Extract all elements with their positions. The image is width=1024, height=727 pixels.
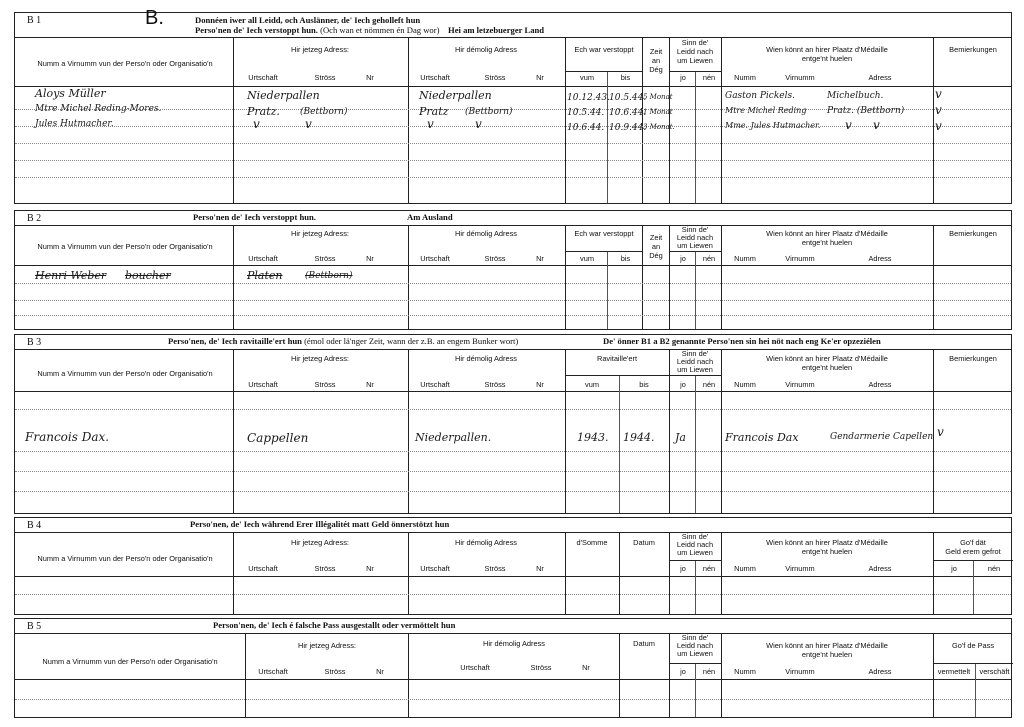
number-label: Nr <box>536 380 544 389</box>
col-divider <box>607 251 608 329</box>
passport-label: Go'f de Pass <box>951 641 995 650</box>
col-divider <box>233 37 234 203</box>
medal-name-label: Numm <box>734 564 756 573</box>
previous-address-label: Hir démolig Adress <box>454 538 518 547</box>
entry-current-town: Pratz. <box>247 105 280 118</box>
medal-label-1: Wien könnt an hirer Plaatz d'Médaille <box>766 45 888 54</box>
section-title-bar <box>15 211 1011 226</box>
town-label: Urtschaft <box>248 564 278 573</box>
medal-firstname-label: Virnumm <box>785 254 815 263</box>
section-id: B 5 <box>27 621 42 632</box>
entry-medal-address: Gendarmerie Capellen <box>830 432 934 442</box>
section-subtitle <box>195 25 544 35</box>
header-bottom-line <box>15 86 1011 87</box>
section-b1 <box>14 7 1012 204</box>
yes-label: jo <box>680 564 686 573</box>
col-divider <box>408 37 409 203</box>
title-part-a: Perso'nen, de' Iech ravitaille'ert hun <box>168 336 302 346</box>
alive-label-1: Sinn de' <box>681 38 709 47</box>
entry-time: 3 Monat. <box>643 123 675 131</box>
medal-address-label: Adress <box>868 564 892 573</box>
medal-address-label: Adress <box>868 254 892 263</box>
alive-label-2: Leidd nach <box>676 233 714 242</box>
medal-firstname-label: Virnumm <box>785 564 815 573</box>
subheader-line <box>669 375 721 376</box>
entry-previous-town: Niederpallen <box>419 89 492 102</box>
entry-time: 1 Monat <box>643 108 673 116</box>
number-label: Nr <box>366 380 374 389</box>
entry-name: Mtre Michel Reding-Mores. <box>35 104 162 114</box>
row-line <box>15 451 1011 452</box>
name-column-label: Numm a Virnumm vun der Perso'n oder Organisatio'n <box>42 657 218 666</box>
current-address-label: Hir jetzeg Adress: <box>291 45 349 54</box>
col-divider <box>408 532 409 614</box>
section-b2 <box>14 210 1012 330</box>
alive-label-2: Leidd nach <box>676 540 714 549</box>
entry-current-town: Niederpallen <box>247 89 320 102</box>
yes-label: jo <box>680 380 686 389</box>
medal-address-label: Adress <box>868 380 892 389</box>
header-bottom-line <box>15 679 1011 680</box>
previous-address-label: Hir démolig Adress <box>454 354 518 363</box>
subheader-line <box>933 560 1013 561</box>
time-label-2: an <box>651 56 661 65</box>
medal-name-label: Numm <box>734 73 756 82</box>
row-line <box>15 177 1011 178</box>
entry-from: 1943. <box>577 431 609 444</box>
previous-address-label: Hir démolig Adress <box>482 639 546 648</box>
section-b5 <box>14 618 1012 718</box>
no-label: nén <box>987 564 1001 573</box>
street-label: Ströss <box>314 564 336 573</box>
money-asked-label-2: Geld erem gefrot <box>945 547 1001 556</box>
medal-label-1: Wien könnt an hirer Plaatz d'Médaille <box>766 354 888 363</box>
alive-label-3: um Liewen <box>677 56 713 65</box>
entry-current-town: Platen <box>247 269 283 282</box>
remarks-label: Bemierkungen <box>949 354 997 363</box>
check-mark: v <box>845 118 852 132</box>
number-label: Nr <box>376 667 384 676</box>
previous-address-label: Hir démolig Adress <box>454 45 518 54</box>
section-title-bar <box>15 7 1011 38</box>
entry-name: Henri Weber <box>35 269 107 282</box>
remarks-label: Bemierkungen <box>949 229 997 238</box>
medal-label-2: entge'nt huelen <box>801 650 853 659</box>
col-divider <box>721 37 722 203</box>
time-label-3: Dég <box>649 65 663 74</box>
entry-medal-name: Gaston Pickels. <box>725 91 795 101</box>
section-b4 <box>14 517 1012 615</box>
procured-label: verschäft <box>979 667 1010 676</box>
col-divider <box>233 349 234 513</box>
section-title-bar <box>15 518 1011 533</box>
medal-label-2: entge'nt huelen <box>801 54 853 63</box>
time-label-1: Zeit <box>649 47 663 56</box>
number-label: Nr <box>366 254 374 263</box>
remarks-label: Bemierkungen <box>949 45 997 54</box>
section-title-bar <box>15 335 1011 350</box>
section-title: Perso'nen, de' Iech während Erer Illégalitét matt Geld önnerstötzt hun <box>190 519 450 529</box>
subheader-line <box>933 663 1013 664</box>
header-bottom-line <box>15 576 1011 577</box>
entry-medal-address: Michelbuch. <box>827 91 884 101</box>
subheader-line <box>669 71 721 72</box>
medal-label-1: Wien könnt an hirer Plaatz d'Médaille <box>766 538 888 547</box>
entry-to: 10.6.44. <box>609 108 647 118</box>
current-address-label: Hir jetzeg Adress: <box>298 641 356 650</box>
medal-firstname-label: Virnumm <box>785 73 815 82</box>
check-mark: v <box>935 87 942 101</box>
entry-medal-name: Mtre Michel Reding <box>725 106 807 115</box>
no-label: nén <box>702 73 716 82</box>
check-mark: v <box>935 119 942 133</box>
street-label: Ströss <box>314 380 336 389</box>
yes-label: jo <box>680 254 686 263</box>
town-label: Urtschaft <box>420 564 450 573</box>
col-divider <box>408 349 409 513</box>
subtitle-part-b: (Och wan et nömmen én Dag wor) <box>320 25 440 35</box>
mediated-label: vermettelt <box>937 667 971 676</box>
col-divider <box>933 349 934 513</box>
name-column-label: Numm a Virnumm vun der Perso'n oder Organisatio'n <box>37 369 213 378</box>
row-line <box>15 471 1011 472</box>
row-line <box>15 315 1011 316</box>
yes-label: jo <box>680 667 686 676</box>
col-divider <box>408 225 409 329</box>
number-label: Nr <box>536 73 544 82</box>
col-divider <box>565 349 566 513</box>
col-divider <box>695 71 696 203</box>
alive-label-2: Leidd nach <box>676 357 714 366</box>
entry-time: 5 Monat <box>643 93 673 101</box>
town-label: Urtschaft <box>248 254 278 263</box>
name-column-label: Numm a Virnumm vun der Perso'n oder Organisatio'n <box>37 59 213 68</box>
entry-medal-address: Pratz. (Bettborn) <box>827 106 905 116</box>
alive-label-2: Leidd nach <box>676 641 714 650</box>
col-divider <box>245 633 246 717</box>
col-divider <box>233 225 234 329</box>
section-note: De' önner B1 a B2 genannte Perso'nen sin hei nöt nach eng Ke'er opzeziélen <box>603 336 881 346</box>
entry-from: 10.5.44. <box>567 108 605 118</box>
no-label: nén <box>702 254 716 263</box>
row-line <box>15 283 1011 284</box>
entry-previous-town: Pratz <box>419 105 449 118</box>
alive-label-3: um Liewen <box>677 241 713 250</box>
row-line <box>15 143 1011 144</box>
town-label: Urtschaft <box>258 667 288 676</box>
alive-label-1: Sinn de' <box>681 225 709 234</box>
medal-label-2: entge'nt huelen <box>801 363 853 372</box>
medal-name-label: Numm <box>734 380 756 389</box>
medal-name-label: Numm <box>734 254 756 263</box>
supplied-label: Ravitaille'ert <box>596 354 638 363</box>
number-label: Nr <box>536 254 544 263</box>
section-title: Donnéen iwer all Leidd, och Auslänner, de' Iech geholleft hun <box>195 15 421 25</box>
col-divider <box>721 349 722 513</box>
subtitle-part-c: Hei am letzebuerger Land <box>448 25 545 35</box>
title-part-b: (émol oder lä'nger Zeit, wann der z.B. an engem Bunker wort) <box>304 336 519 346</box>
col-divider <box>973 560 974 614</box>
name-column-label: Numm a Virnumm vun der Perso'n oder Organisatio'n <box>37 554 213 563</box>
medal-address-label: Adress <box>868 73 892 82</box>
subheader-line <box>669 663 721 664</box>
current-address-label: Hir jetzeg Adress: <box>291 538 349 547</box>
col-divider <box>721 225 722 329</box>
street-label: Ströss <box>324 667 346 676</box>
medal-firstname-label: Virnumm <box>785 667 815 676</box>
number-label: Nr <box>366 73 374 82</box>
entry-to: 10.9.44. <box>609 123 647 133</box>
town-label: Urtschaft <box>460 663 490 672</box>
check-mark: v <box>475 117 482 131</box>
col-divider <box>233 532 234 614</box>
from-label: vum <box>580 73 594 82</box>
entry-name: Francois Dax. <box>25 430 110 444</box>
alive-label-3: um Liewen <box>677 649 713 658</box>
date-label: Datum <box>633 538 655 547</box>
entry-to: 10.5.44. <box>609 93 647 103</box>
subheader-line <box>669 251 721 252</box>
section-id: B 2 <box>27 213 42 224</box>
to-label: bis <box>620 254 631 263</box>
time-label-2: an <box>651 242 661 251</box>
street-label: Ströss <box>484 254 506 263</box>
alive-label-1: Sinn de' <box>681 633 709 642</box>
street-label: Ströss <box>484 73 506 82</box>
current-address-label: Hir jetzeg Adress: <box>291 354 349 363</box>
form-letter: B. <box>145 7 164 29</box>
from-label: vum <box>580 254 594 263</box>
hidden-label: Ech war verstoppt <box>574 229 634 238</box>
town-label: Urtschaft <box>420 73 450 82</box>
entry-medal-name: Francois Dax <box>725 431 799 444</box>
town-label: Urtschaft <box>248 73 278 82</box>
row-line <box>15 699 1011 700</box>
col-divider <box>933 225 934 329</box>
alive-label-3: um Liewen <box>677 548 713 557</box>
subheader-line <box>565 375 669 376</box>
yes-label: jo <box>951 564 957 573</box>
row-line <box>15 409 1011 410</box>
section-b3 <box>14 334 1012 514</box>
check-mark: v <box>305 117 312 131</box>
town-label: Urtschaft <box>248 380 278 389</box>
check-mark: v <box>427 117 434 131</box>
row-line <box>15 491 1011 492</box>
col-divider <box>607 71 608 203</box>
current-address-label: Hir jetzeg Adress: <box>291 229 349 238</box>
entry-alive-yes: Ja <box>675 431 686 444</box>
no-label: nén <box>702 564 716 573</box>
from-label: vum <box>585 380 599 389</box>
money-asked-label-1: Go'f dät <box>960 538 986 547</box>
hidden-label: Ech war verstoppt <box>574 45 634 54</box>
to-label: bis <box>639 380 649 389</box>
medal-label-1: Wien könnt an hirer Plaatz d'Médaille <box>766 229 888 238</box>
alive-label-2: Leidd nach <box>676 47 714 56</box>
section-id: B 3 <box>27 337 42 348</box>
subheader-line <box>565 251 642 252</box>
amount-label: d'Somme <box>576 538 608 547</box>
section-title-bar <box>15 619 1011 634</box>
section-id: B 4 <box>27 520 42 531</box>
name-column-label: Numm a Virnumm vun der Perso'n oder Organisatio'n <box>37 242 213 251</box>
col-divider <box>695 375 696 513</box>
date-label: Datum <box>633 639 655 648</box>
entry-previous-town: Niederpallen. <box>415 431 492 444</box>
number-label: Nr <box>536 564 544 573</box>
col-divider <box>721 532 722 614</box>
col-divider <box>408 633 409 717</box>
row-line <box>15 126 1011 127</box>
alive-label-1: Sinn de' <box>681 349 709 358</box>
entry-name: Aloys Müller <box>35 87 106 100</box>
alive-label-3: um Liewen <box>677 365 713 374</box>
street-label: Ströss <box>314 254 336 263</box>
col-divider <box>933 532 934 614</box>
medal-name-label: Numm <box>734 667 756 676</box>
street-label: Ströss <box>484 564 506 573</box>
entry-from: 10.12.43. <box>567 93 610 103</box>
section-title-b: Am Ausland <box>407 212 453 222</box>
yes-label: jo <box>680 73 686 82</box>
subheader-line <box>669 560 721 561</box>
col-divider <box>565 37 566 203</box>
previous-address-label: Hir démolig Adress <box>454 229 518 238</box>
medal-address-label: Adress <box>868 667 892 676</box>
col-divider <box>619 375 620 513</box>
street-label: Ströss <box>484 380 506 389</box>
section-id: B 1 <box>27 15 42 26</box>
entry-current-street: (Bettborn) <box>300 107 348 117</box>
row-line <box>15 160 1011 161</box>
street-label: Ströss <box>314 73 336 82</box>
entry-to: 1944. <box>623 431 655 444</box>
row-line <box>15 300 1011 301</box>
section-title <box>168 336 518 346</box>
time-label-3: Dég <box>649 251 663 260</box>
entry-occupation: boucher <box>125 269 171 282</box>
number-label: Nr <box>366 564 374 573</box>
no-label: nén <box>702 380 716 389</box>
medal-label-2: entge'nt huelen <box>801 238 853 247</box>
subheader-line <box>565 71 642 72</box>
col-divider <box>619 633 620 717</box>
alive-label-1: Sinn de' <box>681 532 709 541</box>
medal-firstname-label: Virnumm <box>785 380 815 389</box>
check-mark: v <box>253 117 260 131</box>
entry-from: 10.6.44. <box>567 123 605 133</box>
header-bottom-line <box>15 391 1011 392</box>
street-label: Ströss <box>530 663 552 672</box>
entry-current-town: Cappellen <box>247 431 309 445</box>
check-mark: v <box>935 103 942 117</box>
section-title: Person'nen, de' Iech é falsche Pass ausgestallt oder vermöttelt hun <box>213 620 456 630</box>
town-label: Urtschaft <box>420 380 450 389</box>
to-label: bis <box>620 73 631 82</box>
entry-previous-street: (Bettborn) <box>465 107 513 117</box>
section-title: Perso'nen de' Iech verstoppt hun. <box>193 212 316 222</box>
town-label: Urtschaft <box>420 254 450 263</box>
col-divider <box>619 532 620 614</box>
medal-label-1: Wien könnt an hirer Plaatz d'Médaille <box>766 641 888 650</box>
entry-name: Jules Hutmacher. <box>35 119 114 129</box>
number-label: Nr <box>582 663 590 672</box>
medal-label-2: entge'nt huelen <box>801 547 853 556</box>
col-divider <box>565 225 566 329</box>
entry-current-street: (Bettborn) <box>305 271 353 281</box>
row-line <box>15 594 1011 595</box>
check-mark: v <box>937 425 944 439</box>
no-label: nén <box>702 667 716 676</box>
col-divider <box>933 37 934 203</box>
header-bottom-line <box>15 265 1011 266</box>
entry-medal-name: Mme. Jules Hutmacher. <box>725 121 821 130</box>
time-label-1: Zeit <box>649 233 663 242</box>
subtitle-part-a: Perso'nen de' Iech verstoppt hun. <box>195 25 318 35</box>
check-mark: v <box>873 118 880 132</box>
col-divider <box>565 532 566 614</box>
